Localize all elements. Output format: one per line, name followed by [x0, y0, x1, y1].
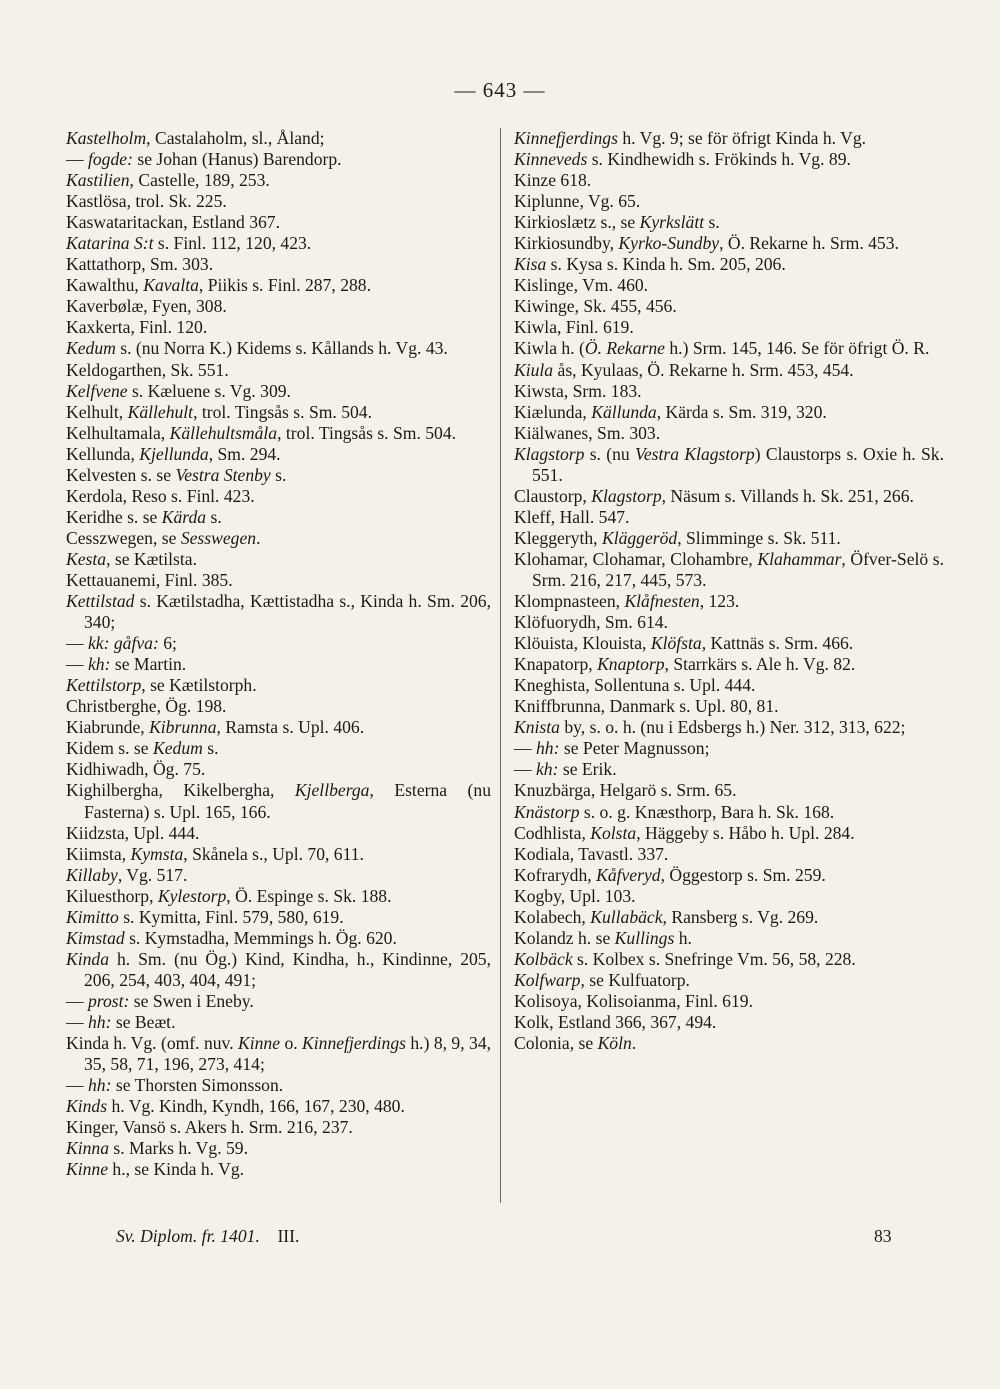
- index-entry: Kiula ås, Kyulaas, Ö. Rekarne h. Srm. 453, 454.: [514, 359, 854, 380]
- index-entry: Kinds h. Vg. Kindh, Kyndh, 166, 167, 230, 480.: [66, 1096, 405, 1117]
- index-entry: Kinnefjerdings h. Vg. 9; se för öfrigt Kinda h. Vg.: [514, 128, 867, 148]
- index-entry: Klompnasteen, Klåfnesten, 123.: [514, 591, 740, 612]
- index-entry: Kesta, se Kætilsta.: [66, 548, 197, 569]
- index-entry: Kettilstad s. Kætilstadha, Kættistadha s., Kinda h. Sm. 206, 340;: [66, 591, 491, 633]
- index-entry: Kiwinge, Sk. 455, 456.: [514, 296, 677, 317]
- index-entry: Kidhiwadh, Ög. 75.: [66, 759, 206, 780]
- index-entry: Codhlista, Kolsta, Häggeby s. Håbo h. Upl. 284.: [514, 822, 855, 843]
- index-entry: Kiwla h. (Ö. Rekarne h.) Srm. 145, 146. Se för öfrigt Ö. R.: [514, 338, 930, 359]
- index-entry: Killaby, Vg. 517.: [66, 864, 188, 885]
- index-entry: Knästorp s. o. g. Knæsthorp, Bara h. Sk. 168.: [514, 801, 835, 822]
- index-entry: Kettilstorp, se Kætilstorph.: [66, 675, 257, 696]
- index-entry: Kiwsta, Srm. 183.: [514, 380, 642, 401]
- index-entry: Kirkioslætz s., se Kyrkslätt s.: [514, 212, 720, 233]
- column-divider: [500, 128, 501, 1203]
- index-entry: Klöuista, Klouista, Klöfsta, Kattnäs s. Srm. 466.: [514, 633, 854, 654]
- index-entry: Claustorp, Klagstorp, Näsum s. Villands h. Sk. 251, 266.: [514, 485, 914, 506]
- index-entry: Kirkiosundby, Kyrko-Sundby, Ö. Rekarne h. Srm. 453.: [514, 233, 899, 254]
- index-entry: Kofrarydh, Kåfveryd, Öggestorp s. Sm. 259.: [514, 864, 826, 885]
- index-entry: — kk: gåfva: 6;: [66, 633, 177, 654]
- index-entry: Kelhult, Källehult, trol. Tingsås s. Sm. 504.: [66, 401, 372, 422]
- index-entry: Kastlösa, trol. Sk. 225.: [66, 191, 227, 212]
- index-entry: Kolabech, Kullabäck, Ransberg s. Vg. 269.: [514, 906, 819, 927]
- index-entry: Kinger, Vansö s. Akers h. Srm. 216, 237.: [66, 1117, 353, 1138]
- index-entry: Klohamar, Clohamar, Clohambre, Klahammar, Öfver-Selö s. Srm. 216, 217, 445, 573.: [514, 548, 944, 590]
- index-entry: — kh: se Erik.: [514, 759, 617, 780]
- index-entry: Kellunda, Kjellunda, Sm. 294.: [66, 443, 281, 464]
- index-entry: Kelfvene s. Kæluene s. Vg. 309.: [66, 380, 291, 401]
- index-entry: Christberghe, Ög. 198.: [66, 696, 227, 717]
- index-entry: Colonia, se Köln.: [514, 1033, 637, 1054]
- index-entry: Cesszwegen, se Sesswegen.: [66, 527, 261, 548]
- index-entry: Kidem s. se Kedum s.: [66, 738, 219, 759]
- index-entry: Kinda h. Sm. (nu Ög.) Kind, Kindha, h., Kindinne, 205, 206, 254, 403, 404, 491;: [66, 948, 491, 990]
- footer-volume: III.: [277, 1226, 300, 1246]
- index-entry: Kinne h., se Kinda h. Vg.: [66, 1159, 245, 1180]
- index-entry: Kawalthu, Kavalta, Piikis s. Finl. 287, 288.: [66, 275, 371, 296]
- index-entry: Knapatorp, Knaptorp, Starrkärs s. Ale h. Vg. 82.: [514, 654, 856, 675]
- footer-source-title: Sv. Diplom. fr. 1401.: [116, 1226, 260, 1246]
- index-entry: Katarina S:t s. Finl. 112, 120, 423.: [66, 233, 312, 254]
- index-entry: Kiwla, Finl. 619.: [514, 317, 634, 338]
- index-entry: Kastilien, Castelle, 189, 253.: [66, 170, 270, 191]
- index-entry: Kolisoya, Kolisoianma, Finl. 619.: [514, 990, 753, 1011]
- index-entry: Kiidzsta, Upl. 444.: [66, 822, 200, 843]
- index-entry: Kelvesten s. se Vestra Stenby s.: [66, 464, 287, 485]
- index-entry: Kislinge, Vm. 460.: [514, 275, 649, 296]
- index-entry: Kiplunne, Vg. 65.: [514, 191, 641, 212]
- index-entry: Knista by, s. o. h. (nu i Edsbergs h.) Ner. 312, 313, 622;: [514, 717, 906, 738]
- index-entry: Kiälwanes, Sm. 303.: [514, 422, 661, 443]
- index-entry: Klöfuorydh, Sm. 614.: [514, 612, 668, 633]
- index-entry: — prost: se Swen i Eneby.: [66, 990, 254, 1011]
- index-entry: Kodiala, Tavastl. 337.: [514, 843, 669, 864]
- index-entry: Kolandz h. se Kullings h.: [514, 927, 692, 948]
- index-entry: — hh: se Beæt.: [66, 1011, 176, 1032]
- index-entry: Klagstorp s. (nu Vestra Klagstorp) Claustorps s. Oxie h. Sk. 551.: [514, 443, 944, 485]
- index-entry: Kolbäck s. Kolbex s. Snefringe Vm. 56, 58, 228.: [514, 948, 856, 969]
- index-entry: Kleggeryth, Kläggeröd, Slimminge s. Sk. 511.: [514, 527, 841, 548]
- index-entry: Kimstad s. Kymstadha, Memmings h. Ög. 620.: [66, 927, 397, 948]
- index-entry: Kettauanemi, Finl. 385.: [66, 569, 233, 590]
- index-entry: Kolfwarp, se Kulfuatorp.: [514, 969, 690, 990]
- index-entry: Kiimsta, Kymsta, Skånela s., Upl. 70, 611.: [66, 843, 364, 864]
- index-entry: Kiluesthorp, Kylestorp, Ö. Espinge s. Sk. 188.: [66, 885, 392, 906]
- index-entry: Kolk, Estland 366, 367, 494.: [514, 1011, 717, 1032]
- index-entry: Kaverbølæ, Fyen, 308.: [66, 296, 227, 317]
- index-entry: — hh: se Peter Magnusson;: [514, 738, 710, 759]
- index-entry: — fogde: se Johan (Hanus) Barendorp.: [66, 149, 342, 170]
- index-entry: Keridhe s. se Kärda s.: [66, 506, 222, 527]
- index-entry: Kastelholm, Castalaholm, sl., Åland;: [66, 128, 325, 148]
- index-entry: Kerdola, Reso s. Finl. 423.: [66, 485, 255, 506]
- index-entry: Kiælunda, Källunda, Kärda s. Sm. 319, 320.: [514, 401, 827, 422]
- index-entry: Kinneveds s. Kindhewidh s. Frökinds h. Vg. 89.: [514, 149, 851, 170]
- index-entry: — kh: se Martin.: [66, 654, 187, 675]
- index-entry: Kleff, Hall. 547.: [514, 506, 630, 527]
- index-entry: Kisa s. Kysa s. Kinda h. Sm. 205, 206.: [514, 254, 786, 275]
- index-entry: Kimitto s. Kymitta, Finl. 579, 580, 619.: [66, 906, 344, 927]
- index-entry: Kniffbrunna, Danmark s. Upl. 80, 81.: [514, 696, 779, 717]
- index-entry: Kinna s. Marks h. Vg. 59.: [66, 1138, 248, 1159]
- index-entry: Kneghista, Sollentuna s. Upl. 444.: [514, 675, 756, 696]
- index-entry: Kaxkerta, Finl. 120.: [66, 317, 208, 338]
- index-entry: Kaswataritackan, Estland 367.: [66, 212, 280, 233]
- index-entry: Kighilbergha, Kikelbergha, Kjellberga, Esterna (nu Fasterna) s. Upl. 165, 166.: [66, 780, 492, 822]
- index-entry: Kedum s. (nu Norra K.) Kidems s. Kållands h. Vg. 43.: [66, 338, 448, 359]
- index-entry: Kinze 618.: [514, 170, 592, 191]
- index-entry: Kelhultamala, Källehultsmåla, trol. Tingsås s. Sm. 504.: [66, 422, 457, 443]
- index-entry: Kattathorp, Sm. 303.: [66, 254, 214, 275]
- index-entry: Kinda h. Vg. (omf. nuv. Kinne o. Kinnefjerdings h.) 8, 9, 34, 35, 58, 71, 196, 273, 414;: [66, 1033, 492, 1075]
- footer-source: [116, 1226, 299, 1247]
- left-column: [66, 128, 491, 1180]
- footer-signature: 83: [874, 1226, 892, 1246]
- index-entry: Kogby, Upl. 103.: [514, 885, 636, 906]
- right-column: [514, 128, 944, 1054]
- page-number: — 643 —: [454, 78, 546, 102]
- index-entry: — hh: se Thorsten Simonsson.: [66, 1075, 284, 1096]
- index-entry: Kiabrunde, Kibrunna, Ramsta s. Upl. 406.: [66, 717, 365, 738]
- index-entry: Keldogarthen, Sk. 551.: [66, 359, 229, 380]
- index-entry: Knuzbärga, Helgarö s. Srm. 65.: [514, 780, 737, 801]
